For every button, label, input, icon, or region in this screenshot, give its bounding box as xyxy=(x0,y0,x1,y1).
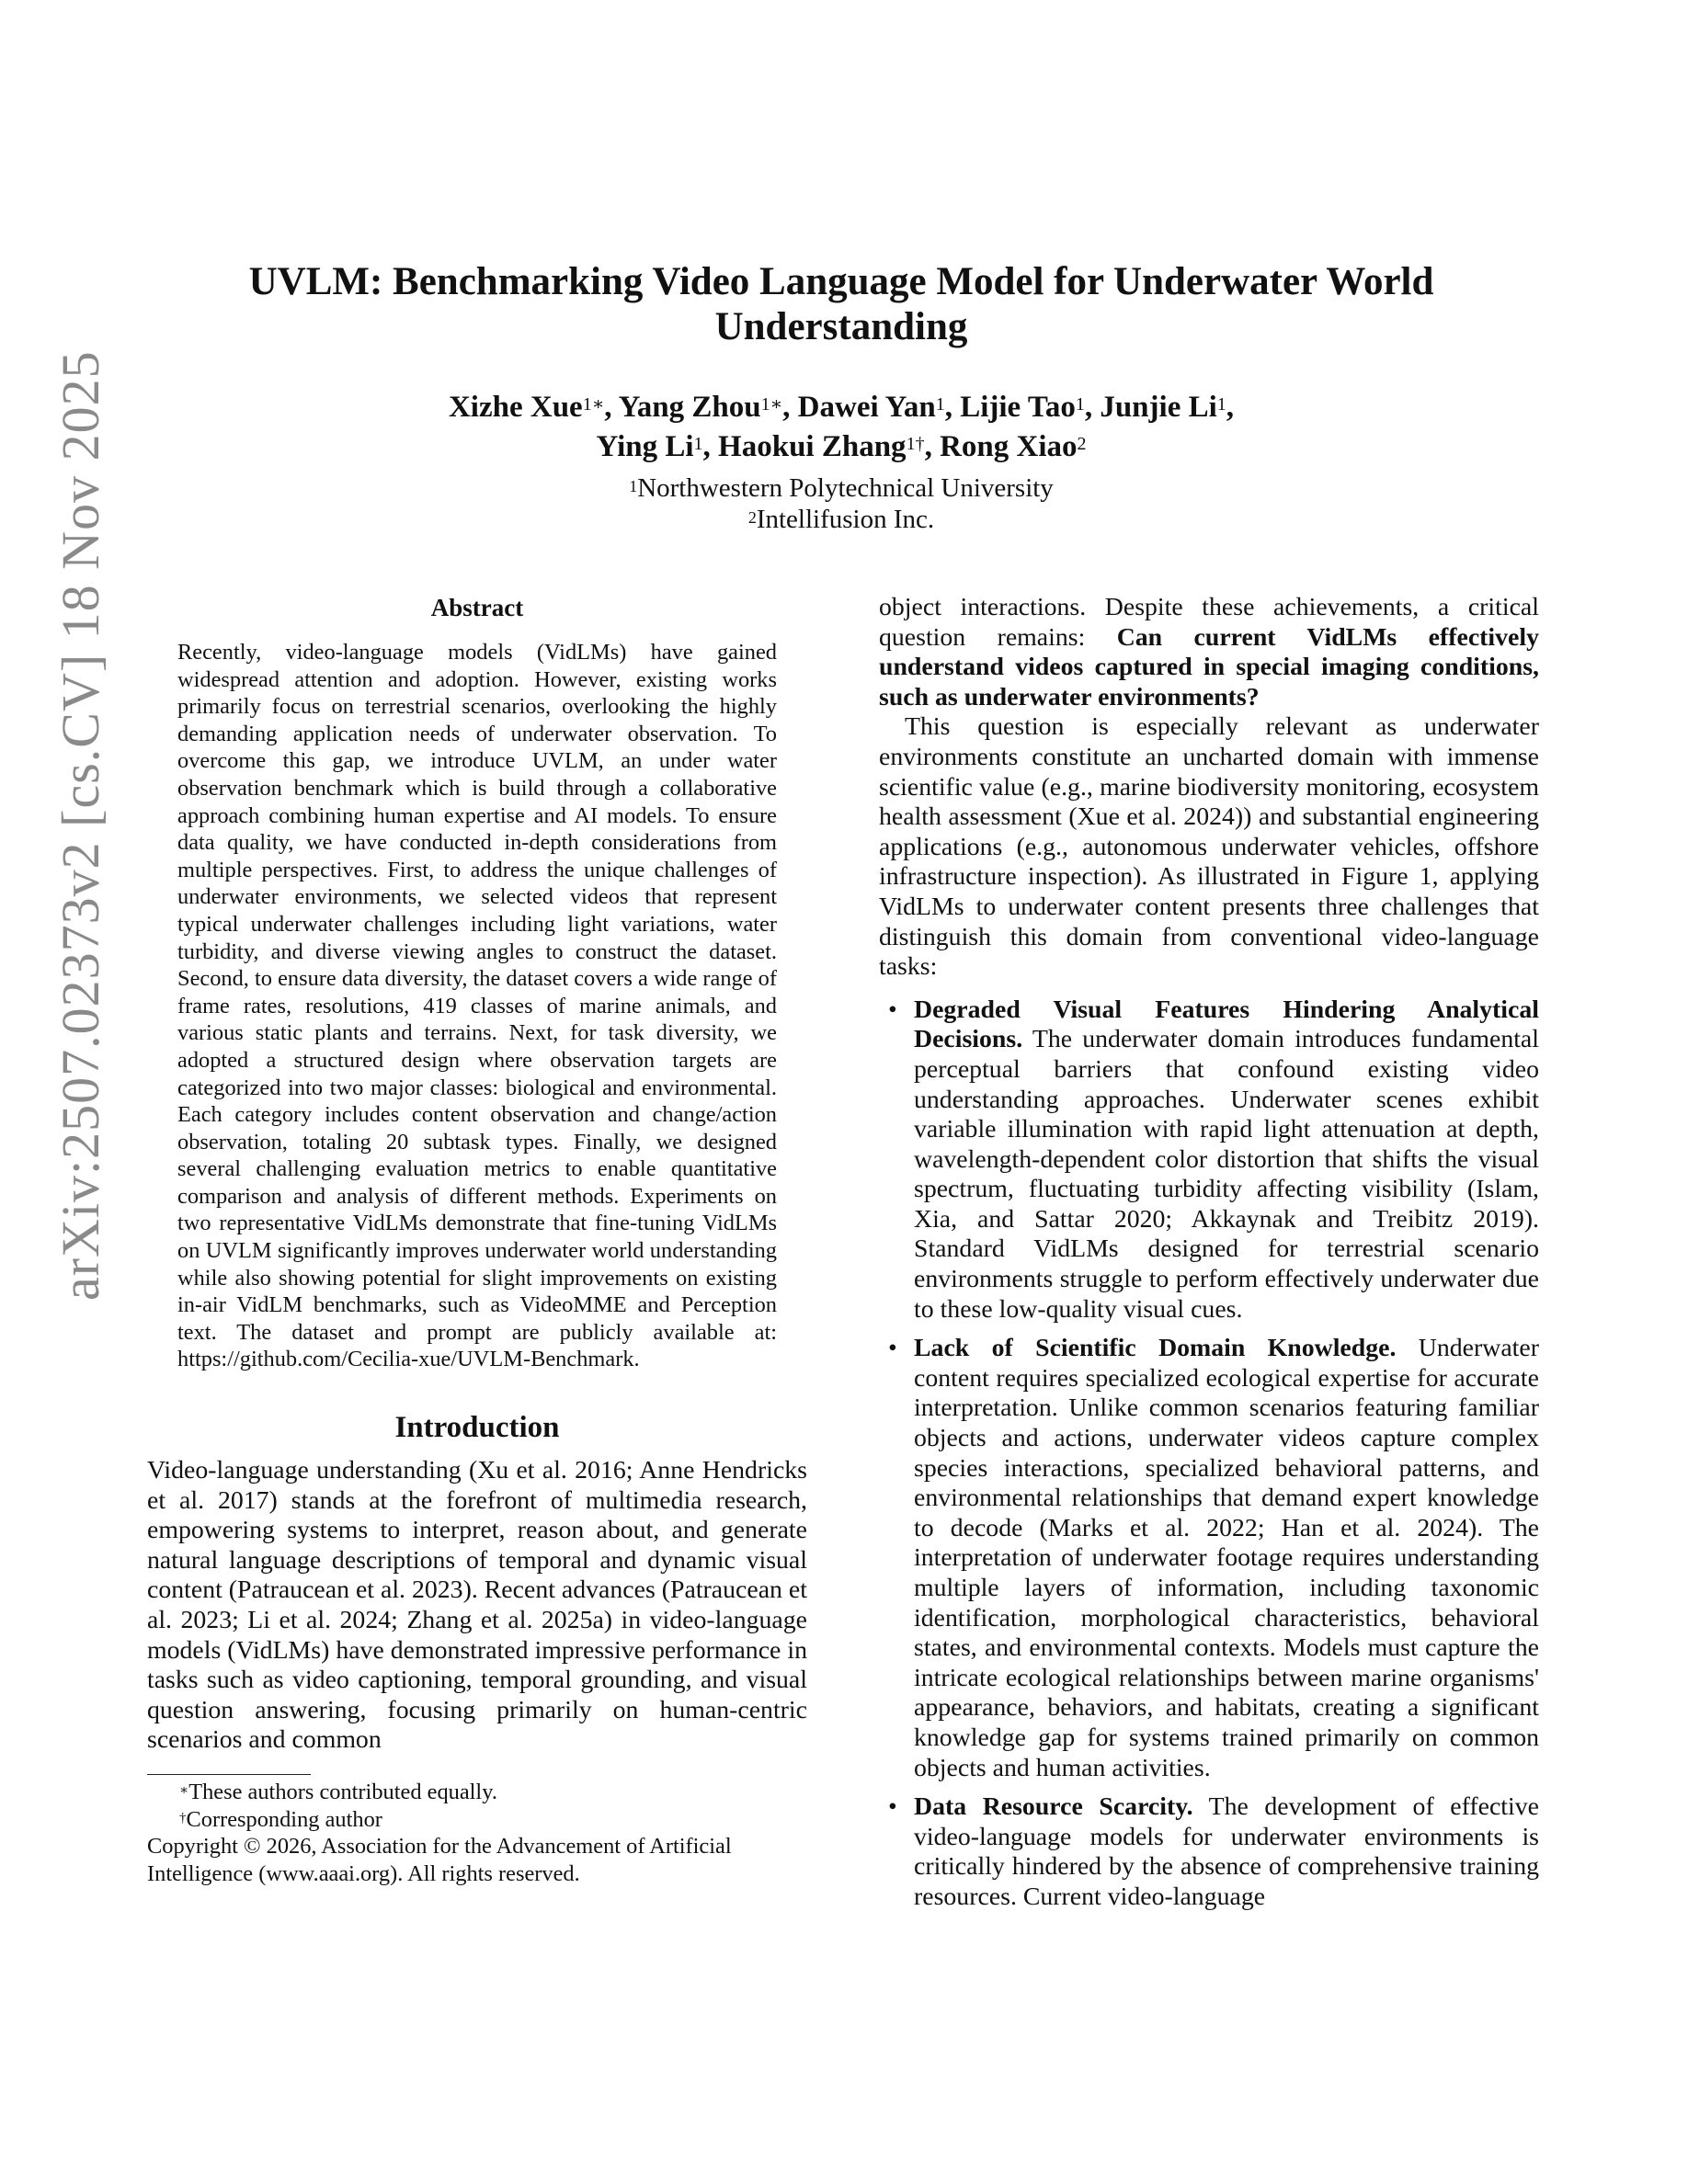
paper-header xyxy=(147,259,1535,535)
author-name: , Rong Xiao xyxy=(924,430,1078,463)
affiliation-mark: 1 xyxy=(629,477,638,495)
introduction-heading: Introduction xyxy=(394,1411,560,1445)
author-name: , Dawei Yan xyxy=(782,391,936,424)
author-affiliation-mark: 1† xyxy=(906,434,925,454)
affiliation-name: Northwestern Polytechnical University xyxy=(637,473,1054,503)
affiliation-name: Intellifusion Inc. xyxy=(756,505,935,534)
author-separator: , xyxy=(1226,391,1235,424)
footnote-mark: † xyxy=(179,1810,187,1826)
bullet-icon: • xyxy=(888,1334,897,1363)
list-item-text: Underwater content requires specialized ecological expertise for accurate interpretation. Unlike common scenarios featuring familiar objects and actions, underwater videos capture complex species interactions, specialized behavioral patterns, and environmental relationships that demand expert knowledge to decode (Marks et al. 2022; Han et al. 2024). The interpretation of underwater footage requires understanding multiple layers of information, including taxonomic identification, morphological characteristics, behavioral states, and environmental contexts. Models must capture the intricate ecological relationships between marine organisms' appearance, behaviors, and habitats, creating a significant knowledge gap for systems trained primarily on common objects and human activities. xyxy=(914,1334,1539,1782)
introduction-paragraph-continued xyxy=(879,593,1539,712)
bullet-icon: • xyxy=(888,995,897,1024)
author-name: , Yang Zhou xyxy=(604,391,761,424)
author-affiliation-mark: 2 xyxy=(1077,434,1087,454)
list-item-title: Data Resource Scarcity. xyxy=(914,1792,1193,1822)
author-affiliation-mark: 1∗ xyxy=(760,394,783,415)
list-item-title: Lack of Scientific Domain Knowledge. xyxy=(914,1334,1397,1363)
list-item xyxy=(879,1792,1539,1912)
author-list xyxy=(147,388,1535,467)
author-name: , Junjie Li xyxy=(1084,391,1217,424)
introduction-paragraph: This question is especially relevant as underwater environments constitute an uncharted domain with immense scientific value (e.g., marine biodiversity monitoring, ecosystem health assessment (Xue et al. 2024)) and substantial engineering applications (e.g., autonomous underwater vehicles, offshore infrastructure inspection). As illustrated in Figure 1, applying VidLMs to underwater content presents three challenges that distinguish this domain from conventional video-language tasks: xyxy=(879,712,1539,982)
footnote-equal-contribution xyxy=(147,1779,807,1806)
author-affiliation-mark: 1 xyxy=(693,434,703,454)
title-line-2: Understanding xyxy=(714,305,968,348)
footnote-text: Corresponding author xyxy=(186,1806,382,1832)
list-item-text: The underwater domain introduces fundamental perceptual barriers that confound existing video understanding approaches. Underwater scenes exhibit variable illumination with rapid light attenuation at depth, wavelength-dependent color distortion that shifts the visual spectrum, fluctuating turbidity affecting visibility (Islam, Xia, and Sattar 2020; Akkaynak and Treibitz 2019). Standard VidLMs designed for terrestrial scenario environments struggle to perform effectively underwater due to these low-quality visual cues. xyxy=(914,1025,1539,1324)
paragraph-text: object interactions. Despite these achievements, a critical question remains: xyxy=(879,593,1539,652)
introduction-paragraph: Video-language understanding (Xu et al. 2016; Anne Hendricks et al. 2017) stands at the forefront of multimedia research, empowering systems to interpret, reason about, and generate natural language descriptions of temporal and dynamic visual content (Patraucean et al. 2023). Recent advances (Patraucean et al. 2023; Li et al. 2024; Zhang et al. 2025a) in video-language models (VidLMs) have demonstrated impressive performance in tasks such as video captioning, temporal grounding, and visual question answering, focusing primarily on human-centric scenarios and common xyxy=(147,1456,807,1755)
author-affiliation-mark: 1 xyxy=(1216,394,1226,415)
arxiv-identifier: arXiv:2507.02373v2 [cs.CV] 18 Nov 2025 xyxy=(51,350,110,1301)
footnote-text: These authors contributed equally. xyxy=(188,1779,497,1804)
list-item-text: The development of effective video-language models for underwater environments is critically hindered by the absence of comprehensive training resources. Current video-language xyxy=(914,1792,1539,1911)
affiliation-mark: 2 xyxy=(747,508,757,527)
author-affiliation-mark: 1∗ xyxy=(582,394,605,415)
research-question: Can current VidLMs effectively understand videos captured in special imaging conditions, such as underwater environments? xyxy=(879,622,1540,711)
left-column xyxy=(147,593,807,1887)
title-line-1: UVLM: Benchmarking Video Language Model for Underwater World xyxy=(248,260,1434,303)
abstract-body: Recently, video-language models (VidLMs) have gained widespread attention and adoption. However, existing works primarily focus on terrestrial scenarios, overlooking the highly demanding application needs of underwater observation. To overcome this gap, we introduce UVLM, an under water observation benchmark which is build through a collaborative approach combining human expertise and AI models. To ensure data quality, we have conducted in-depth considerations from multiple perspectives. First, to address the unique challenges of underwater environments, we selected videos that represent typical underwater challenges including light variations, water turbidity, and diverse viewing angles to construct the dataset. Second, to ensure data diversity, the dataset covers a wide range of frame rates, resolutions, 419 classes of marine animals, and various static plants and terrains. Next, for task diversity, we adopted a structured design where observation targets are categorized into two major classes: biological and environmental. Each category includes content observation and change/action observation, totaling 20 subtask types. Finally, we designed several challenging evaluation metrics to enable quantitative comparison and analysis of different methods. Experiments on two representative VidLMs demonstrate that fine-tuning VidLMs on UVLM significantly improves underwater world understanding while also showing potential for slight improvements on existing in-air VidLM benchmarks, such as VideoMME and Perception text. The dataset and prompt are publicly available at: https://github.com/Cecilia-xue/UVLM-Benchmark. xyxy=(177,640,777,1372)
author-name: Xizhe Xue xyxy=(448,391,583,424)
affiliation-list xyxy=(147,472,1535,535)
footnote-divider xyxy=(147,1774,311,1775)
list-item xyxy=(879,995,1539,1325)
challenge-list xyxy=(879,995,1539,1913)
abstract-heading: Abstract xyxy=(430,594,524,621)
author-name: , Haokui Zhang xyxy=(702,430,907,463)
author-name: Ying Li xyxy=(596,430,694,463)
list-item xyxy=(879,1334,1539,1783)
copyright-notice: Copyright © 2026, Association for the Advancement of Artificial Intelligence (www.aaai.org). All rights reserved. xyxy=(147,1834,732,1886)
right-column xyxy=(879,593,1539,1922)
author-affiliation-mark: 1 xyxy=(935,394,945,415)
paper-title xyxy=(147,259,1535,349)
list-item-title: Degraded Visual Features Hindering Analytical Decisions. xyxy=(914,995,1539,1054)
author-name: , Lijie Tao xyxy=(944,391,1076,424)
author-affiliation-mark: 1 xyxy=(1075,394,1085,415)
footnote-mark: ∗ xyxy=(179,1782,189,1798)
footnote-corresponding-author xyxy=(147,1806,807,1834)
bullet-icon: • xyxy=(888,1792,897,1822)
